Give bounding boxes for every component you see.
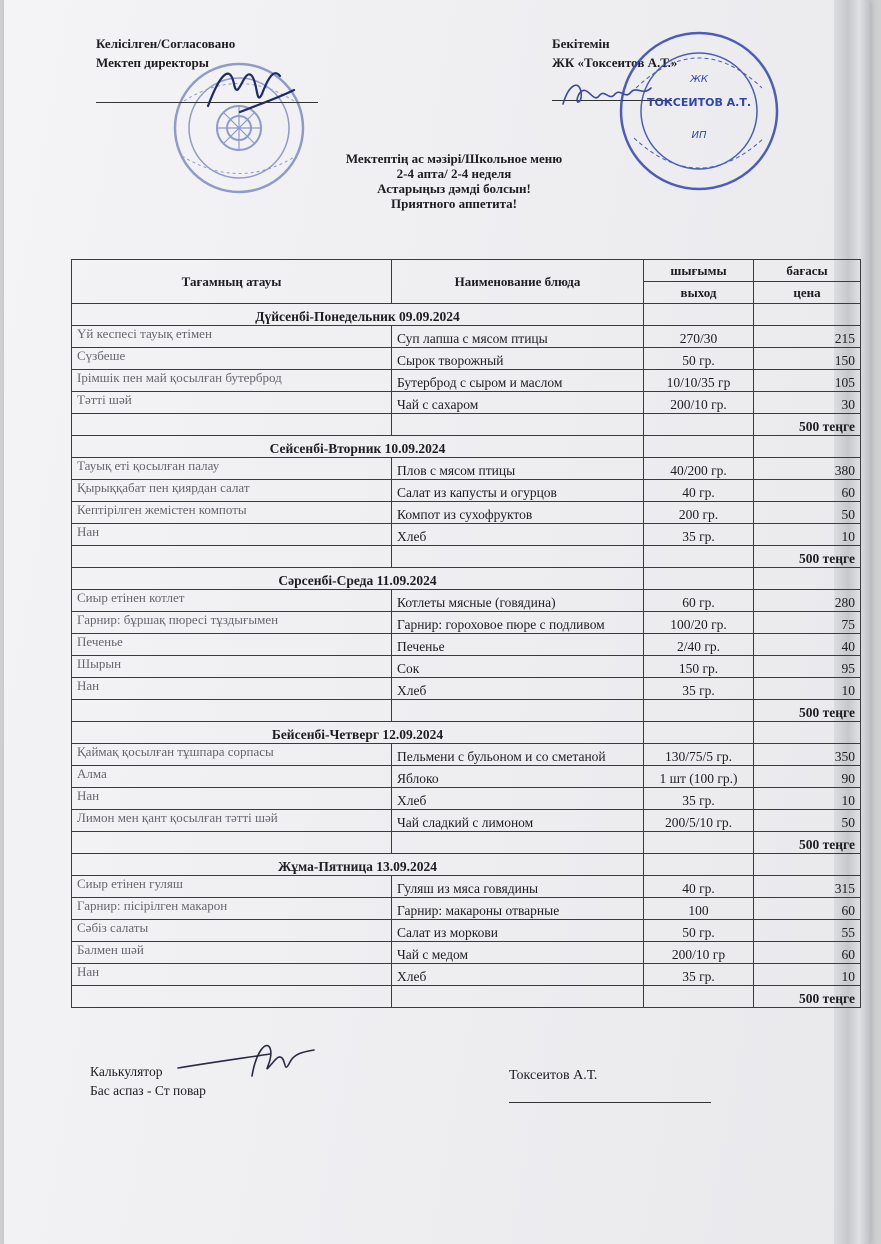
dish-name-ru: Компот из сухофруктов (392, 502, 644, 524)
table-row (72, 898, 861, 920)
dish-name-kz: Үй кеспесі тауық етімен (72, 326, 392, 348)
table-row (72, 590, 861, 612)
empty-cell (392, 546, 644, 568)
dish-name-kz: Ірімшік пен май қосылған бутерброд (72, 370, 392, 392)
stamp-name-text: ТОКСЕИТОВ А.Т. (646, 96, 752, 109)
empty-cell (644, 986, 754, 1008)
day-title: Бейсенбі-Четверг 12.09.2024 (72, 722, 644, 744)
dish-output: 200/10 гр. (644, 392, 754, 414)
dish-price: 10 (754, 678, 861, 700)
day-total: 500 теңге (754, 986, 861, 1008)
day-header-row (72, 854, 861, 876)
dish-name-ru: Гарнир: макароны отварные (392, 898, 644, 920)
dish-output: 40/200 гр. (644, 458, 754, 480)
dish-name-kz: Нан (72, 788, 392, 810)
dish-output: 200 гр. (644, 502, 754, 524)
calculator-label: Калькулятор (90, 1064, 163, 1079)
title-line: Астарыңыз дәмді болсын! (377, 181, 531, 196)
dish-name-ru: Хлеб (392, 678, 644, 700)
day-header-row (72, 304, 861, 326)
dish-price: 95 (754, 656, 861, 678)
dish-price: 60 (754, 480, 861, 502)
day-title: Сәрсенбі-Среда 11.09.2024 (72, 568, 644, 590)
dish-output: 35 гр. (644, 524, 754, 546)
title-line: 2-4 апта/ 2-4 неделя (396, 166, 512, 181)
dish-name-ru: Сок (392, 656, 644, 678)
empty-cell (644, 568, 754, 590)
empty-cell (644, 304, 754, 326)
dish-name-kz: Шырын (72, 656, 392, 678)
dish-price: 350 (754, 744, 861, 766)
dish-name-ru: Суп лапша с мясом птицы (392, 326, 644, 348)
table-row (72, 964, 861, 986)
approved-role: Мектеп директоры (96, 55, 209, 70)
day-total: 500 теңге (754, 414, 861, 436)
day-total: 500 теңге (754, 546, 861, 568)
dish-name-ru: Чай с сахаром (392, 392, 644, 414)
table-row (72, 524, 861, 546)
dish-name-ru: Печенье (392, 634, 644, 656)
empty-cell (644, 854, 754, 876)
header-output-kz: шығымы (644, 260, 754, 282)
table-row (72, 458, 861, 480)
empty-cell (754, 568, 861, 590)
dish-name-kz: Нан (72, 678, 392, 700)
day-total-row (72, 700, 861, 722)
dish-name-ru: Пельмени с бульоном и со сметаной (392, 744, 644, 766)
title-line: Мектептің ас мәзірі/Школьное меню (345, 151, 563, 166)
dish-name-kz: Кептірілген жемістен компоты (72, 502, 392, 524)
table-row (72, 612, 861, 634)
dish-name-kz: Сиыр етінен гуляш (72, 876, 392, 898)
signer-name: Токсеитов А.Т. (509, 1068, 598, 1083)
menu-table-body (72, 304, 861, 1008)
table-row (72, 634, 861, 656)
confirm-org: ЖК «Токсеитов А.Т.» (552, 55, 678, 70)
dish-name-ru: Хлеб (392, 788, 644, 810)
dish-output: 35 гр. (644, 964, 754, 986)
dish-name-ru: Бутерброд с сыром и маслом (392, 370, 644, 392)
table-row (72, 744, 861, 766)
empty-cell (644, 700, 754, 722)
empty-cell (644, 436, 754, 458)
dish-output: 1 шт (100 гр.) (644, 766, 754, 788)
header-ru-name: Наименование блюда (392, 260, 644, 304)
signature-line (552, 100, 672, 101)
day-total-row (72, 414, 861, 436)
dish-price: 150 (754, 348, 861, 370)
dish-name-kz: Қырыққабат пен қиярдан салат (72, 480, 392, 502)
dish-output: 35 гр. (644, 788, 754, 810)
dish-output: 200/5/10 гр. (644, 810, 754, 832)
dish-price: 60 (754, 898, 861, 920)
calculator-block (90, 1062, 206, 1100)
header-price-kz: бағасы (754, 260, 861, 282)
dish-name-ru: Хлеб (392, 524, 644, 546)
dish-output: 35 гр. (644, 678, 754, 700)
dish-output: 270/30 (644, 326, 754, 348)
dish-price: 40 (754, 634, 861, 656)
day-title: Сейсенбі-Вторник 10.09.2024 (72, 436, 644, 458)
dish-output: 2/40 гр. (644, 634, 754, 656)
empty-cell (72, 546, 392, 568)
dish-name-ru: Плов с мясом птицы (392, 458, 644, 480)
table-row (72, 766, 861, 788)
empty-cell (754, 854, 861, 876)
stamp-top-text: ЖК (690, 74, 708, 85)
dish-name-ru: Гуляш из мяса говядины (392, 876, 644, 898)
dish-price: 55 (754, 920, 861, 942)
dish-name-ru: Салат из капусты и огурцов (392, 480, 644, 502)
header-kz-name: Тағамның атауы (72, 260, 392, 304)
dish-name-kz: Гарнир: бұршақ пюресі тұздығымен (72, 612, 392, 634)
dish-output: 100 (644, 898, 754, 920)
dish-name-ru: Гарнир: гороховое пюре с подливом (392, 612, 644, 634)
confirm-label: Бекітемін (552, 36, 610, 51)
empty-cell (754, 722, 861, 744)
approval-block (96, 34, 235, 72)
dish-name-kz: Тәтті шәй (72, 392, 392, 414)
menu-table (71, 259, 861, 1008)
empty-cell (392, 832, 644, 854)
empty-cell (72, 986, 392, 1008)
dish-name-kz: Балмен шәй (72, 942, 392, 964)
signer-block (509, 1068, 597, 1084)
day-header-row (72, 722, 861, 744)
empty-cell (392, 414, 644, 436)
table-row (72, 502, 861, 524)
dish-output: 40 гр. (644, 876, 754, 898)
dish-name-kz: Алма (72, 766, 392, 788)
dish-name-kz: Қаймақ қосылған тұшпара сорпасы (72, 744, 392, 766)
header-output-ru: выход (644, 282, 754, 304)
day-title: Дүйсенбі-Понедельник 09.09.2024 (72, 304, 644, 326)
day-title: Жұма-Пятница 13.09.2024 (72, 854, 644, 876)
day-total-row (72, 986, 861, 1008)
dish-name-kz: Нан (72, 964, 392, 986)
dish-output: 150 гр. (644, 656, 754, 678)
school-stamp-icon (154, 56, 324, 196)
table-row (72, 392, 861, 414)
empty-cell (644, 722, 754, 744)
empty-cell (72, 414, 392, 436)
empty-cell (754, 436, 861, 458)
table-row (72, 480, 861, 502)
owner-signature-icon (559, 74, 669, 114)
day-header-row (72, 568, 861, 590)
dish-output: 100/20 гр. (644, 612, 754, 634)
dish-output: 200/10 гр (644, 942, 754, 964)
dish-name-ru: Салат из моркови (392, 920, 644, 942)
signature-line (509, 1102, 711, 1103)
empty-cell (754, 304, 861, 326)
dish-price: 215 (754, 326, 861, 348)
dish-name-kz: Нан (72, 524, 392, 546)
dish-name-ru: Сырок творожный (392, 348, 644, 370)
empty-cell (72, 832, 392, 854)
dish-name-ru: Яблоко (392, 766, 644, 788)
table-row (72, 348, 861, 370)
dish-name-kz: Сүзбеше (72, 348, 392, 370)
dish-name-kz: Тауық еті қосылған палау (72, 458, 392, 480)
dish-price: 30 (754, 392, 861, 414)
table-row (72, 920, 861, 942)
dish-output: 50 гр. (644, 920, 754, 942)
empty-cell (72, 700, 392, 722)
dish-price: 105 (754, 370, 861, 392)
table-row (72, 678, 861, 700)
dish-name-kz: Сиыр етінен котлет (72, 590, 392, 612)
dish-name-ru: Чай сладкий с лимоном (392, 810, 644, 832)
table-row (72, 942, 861, 964)
empty-cell (644, 414, 754, 436)
dish-name-ru: Чай с медом (392, 942, 644, 964)
dish-name-ru: Котлеты мясные (говядина) (392, 590, 644, 612)
dish-price: 90 (754, 766, 861, 788)
dish-price: 380 (754, 458, 861, 480)
signature-line (96, 102, 318, 103)
day-total: 500 теңге (754, 832, 861, 854)
page-title (304, 151, 604, 211)
dish-name-ru: Хлеб (392, 964, 644, 986)
dish-output: 50 гр. (644, 348, 754, 370)
day-total-row (72, 832, 861, 854)
table-row (72, 370, 861, 392)
header-price-ru: цена (754, 282, 861, 304)
dish-name-kz: Лимон мен қант қосылған тәтті шәй (72, 810, 392, 832)
stamp-bottom-text: ИП (691, 130, 707, 141)
dish-output: 10/10/35 гр (644, 370, 754, 392)
day-header-row (72, 436, 861, 458)
dish-price: 280 (754, 590, 861, 612)
empty-cell (644, 546, 754, 568)
day-total: 500 теңге (754, 700, 861, 722)
empty-cell (392, 700, 644, 722)
empty-cell (644, 832, 754, 854)
confirmation-block (552, 34, 677, 72)
dish-price: 50 (754, 810, 861, 832)
table-row (72, 656, 861, 678)
dish-output: 60 гр. (644, 590, 754, 612)
table-row (72, 326, 861, 348)
dish-output: 40 гр. (644, 480, 754, 502)
dish-name-kz: Гарнир: пісірілген макарон (72, 898, 392, 920)
menu-sheet (4, 0, 870, 1244)
dish-price: 10 (754, 524, 861, 546)
dish-price: 10 (754, 964, 861, 986)
table-row (72, 876, 861, 898)
day-total-row (72, 546, 861, 568)
dish-price: 75 (754, 612, 861, 634)
title-line: Приятного аппетита! (391, 196, 517, 211)
approved-label: Келісілген/Согласовано (96, 36, 236, 51)
chef-label: Бас аспаз - Ст повар (90, 1083, 206, 1098)
table-row (72, 810, 861, 832)
dish-output: 130/75/5 гр. (644, 744, 754, 766)
dish-name-kz: Печенье (72, 634, 392, 656)
empty-cell (392, 986, 644, 1008)
dish-price: 10 (754, 788, 861, 810)
dish-price: 315 (754, 876, 861, 898)
dish-price: 50 (754, 502, 861, 524)
table-row (72, 788, 861, 810)
dish-price: 60 (754, 942, 861, 964)
dish-name-kz: Сәбіз салаты (72, 920, 392, 942)
